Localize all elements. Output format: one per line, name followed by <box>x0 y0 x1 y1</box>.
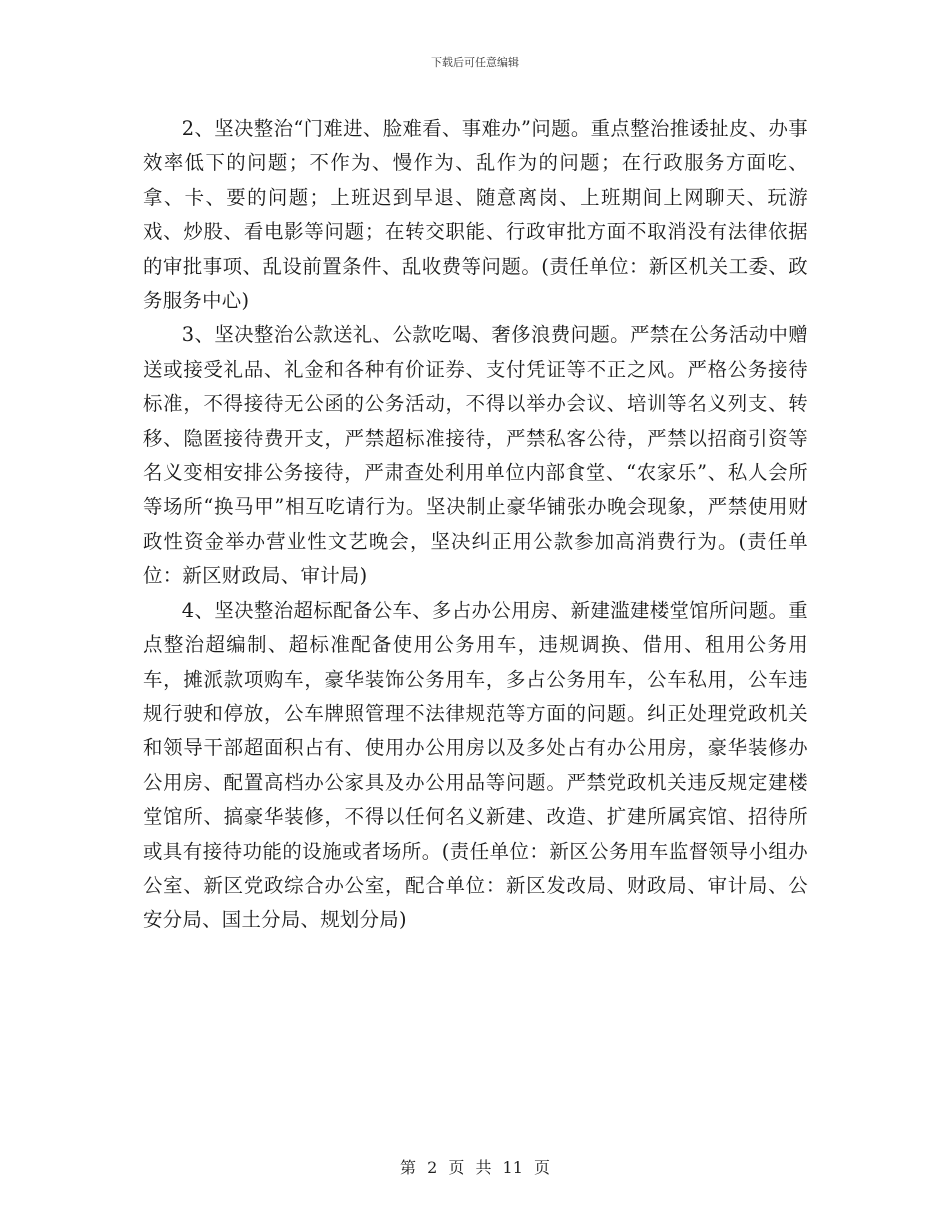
document-body <box>143 112 808 938</box>
page-number-footer: 第 2 页 共 11 页 <box>400 1158 550 1177</box>
page-header: 下载后可任意编辑 <box>431 56 519 69</box>
paragraph-item-3: 3、坚决整治公款送礼、公款吃喝、奢侈浪费问题。严禁在公务活动中赠送或接受礼品、礼金和各种有价证券、支付凭证等不正之风。严格公务接待标准，不得接待无公函的公务活动，不得以举办会议、培训等名义列支、转移、隐匿接待费开支，严禁超标准接待，严禁私客公待，严禁以招商引资等名义变相安排公务接待，严肃查处利用单位内部食堂、“农家乐”、私人会所等场所“换马甲”相互吃请行为。坚决制止豪华铺张办晚会现象，严禁使用财政性资金举办营业性文艺晚会，坚决纠正用公款参加高消费行为。(责任单位：新区财政局、审计局) <box>143 323 808 588</box>
paragraph-item-4: 4、坚决整治超标配备公车、多占办公用房、新建滥建楼堂馆所问题。重点整治超编制、超标准配备使用公务用车，违规调换、借用、租用公务用车，摊派款项购车，豪华装饰公务用车，多占公务用车，公车私用，公车违规行驶和停放，公车牌照管理不法律规范等方面的问题。纠正处理党政机关和领导干部超面积占有、使用办公用房以及多处占有办公用房，豪华装修办公用房、配置高档办公家具及办公用品等问题。严禁党政机关违反规定建楼堂馆所、搞豪华装修，不得以任何名义新建、改造、扩建所属宾馆、招待所或具有接待功能的设施或者场所。(责任单位：新区公务用车监督领导小组办公室、新区党政综合办公室，配合单位：新区发改局、财政局、审计局、公安分局、国土分局、规划分局) <box>143 598 808 932</box>
paragraph-item-2: 2、坚决整治“门难进、脸难看、事难办”问题。重点整治推诿扯皮、办事效率低下的问题；不作为、慢作为、乱作为的问题；在行政服务方面吃、拿、卡、要的问题；上班迟到早退、随意离岗、上班期间上网聊天、玩游戏、炒股、看电影等问题；在转交职能、行政审批方面不取消没有法律依据的审批事项、乱设前置条件、乱收费等问题。(责任单位：新区机关工委、政务服务中心) <box>143 117 808 313</box>
